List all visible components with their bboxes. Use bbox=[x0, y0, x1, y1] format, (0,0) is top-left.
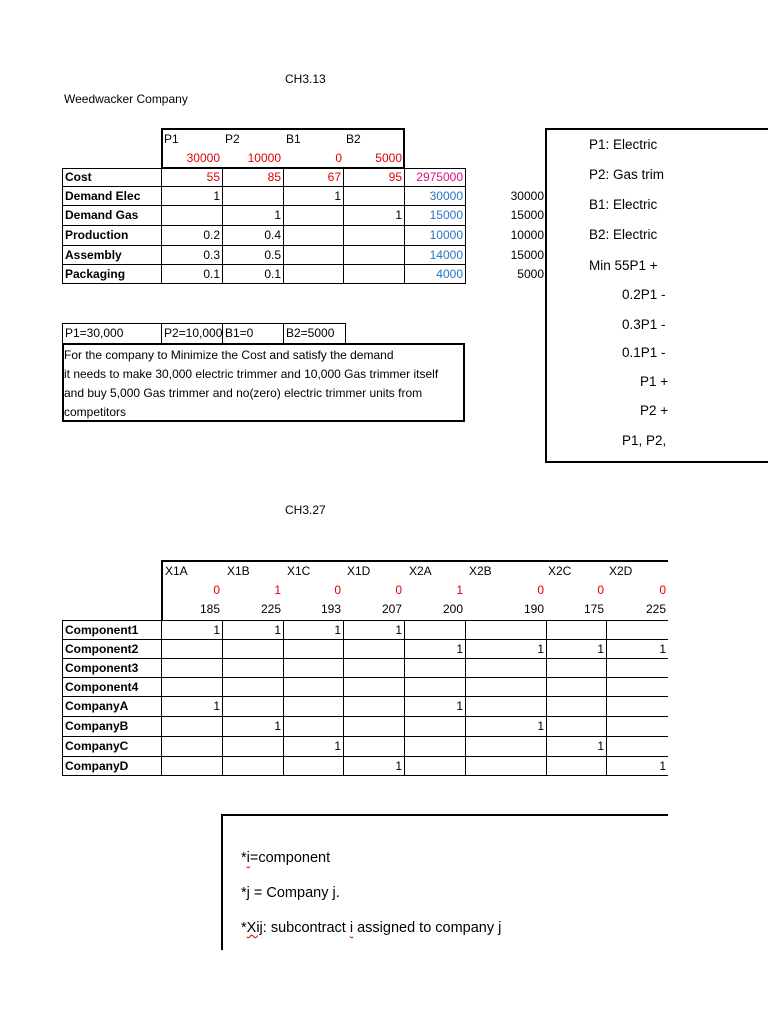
explanation-line: For the company to Minimize the Cost and satisfy the demand bbox=[64, 348, 394, 362]
cost-value: 175 bbox=[583, 602, 604, 616]
coef-cell bbox=[466, 620, 546, 640]
constraint-line: 0.3P1 - bbox=[622, 317, 666, 332]
solution-value: 0 bbox=[597, 583, 604, 597]
cost-value: 225 bbox=[260, 602, 281, 616]
ch327-heading: CH3.27 bbox=[285, 503, 326, 517]
lhs-value: 14000 bbox=[429, 248, 463, 262]
coef-cell bbox=[344, 225, 404, 245]
coef-cell: 1 bbox=[395, 623, 402, 637]
total-cost: 2975000 bbox=[416, 170, 463, 184]
var-header: X2C bbox=[548, 564, 572, 578]
coef-cell: 1 bbox=[213, 189, 220, 203]
coef-cell bbox=[223, 639, 283, 659]
lhs-value: 4000 bbox=[436, 267, 463, 281]
lhs-value: 15000 bbox=[429, 208, 463, 222]
var-header: X2A bbox=[409, 564, 432, 578]
cost-coef: 67 bbox=[327, 170, 341, 184]
lhs-value: 30000 bbox=[429, 189, 463, 203]
constraint-line: 0.1P1 - bbox=[622, 345, 666, 360]
coef-cell: 1 bbox=[659, 642, 666, 656]
constraint-line: 0.2P1 - bbox=[622, 287, 666, 302]
var-header: X1D bbox=[347, 564, 371, 578]
coef-cell: 1 bbox=[456, 699, 463, 713]
cost-value: 185 bbox=[199, 602, 220, 616]
solution-value: 0 bbox=[659, 583, 666, 597]
solution-value: 0 bbox=[334, 583, 341, 597]
coef-cell: 1 bbox=[334, 189, 341, 203]
solution-value: 0 bbox=[537, 583, 544, 597]
coef-cell bbox=[344, 186, 404, 206]
coef-cell: 1 bbox=[274, 719, 281, 733]
rhs-value: 10000 bbox=[510, 228, 544, 242]
rhs-value: 15000 bbox=[510, 248, 544, 262]
row-label: Packaging bbox=[65, 267, 126, 281]
coef-cell bbox=[223, 186, 283, 206]
coef-cell: 1 bbox=[213, 623, 220, 637]
ch313-heading: CH3.13 bbox=[285, 72, 326, 86]
note-xij: *Xij: subcontract i assigned to company j bbox=[241, 920, 502, 936]
answer-p1: P1=30,000 bbox=[65, 326, 124, 340]
coef-cell: 1 bbox=[395, 759, 402, 773]
solution-value: 1 bbox=[274, 583, 281, 597]
row-label: Component2 bbox=[65, 642, 139, 656]
constraint-line: P1 + bbox=[640, 374, 668, 389]
coef-cell: 1 bbox=[395, 208, 402, 222]
coef-cell bbox=[284, 205, 343, 225]
objective-line: Min 55P1 + bbox=[589, 258, 658, 273]
constraint-line: P2 + bbox=[640, 403, 668, 418]
explanation-line: it needs to make 30,000 electric trimmer and 10,000 Gas trimmer itself bbox=[64, 367, 439, 381]
row-label: CompanyB bbox=[65, 719, 129, 733]
solution-value: 0 bbox=[213, 583, 220, 597]
coef-cell: 1 bbox=[213, 699, 220, 713]
coef-cell bbox=[405, 620, 465, 640]
coef-cell: 1 bbox=[334, 623, 341, 637]
answer-b2: B2=5000 bbox=[286, 326, 335, 340]
var-header: B1 bbox=[286, 132, 301, 146]
solution-value: 0 bbox=[335, 151, 342, 165]
cost-value: 193 bbox=[320, 602, 341, 616]
coef-cell: 1 bbox=[334, 739, 341, 753]
var-header: B2 bbox=[346, 132, 361, 146]
solution-value: 5000 bbox=[375, 151, 402, 165]
solution-value: 1 bbox=[456, 583, 463, 597]
rhs-value: 5000 bbox=[517, 267, 544, 281]
coef-cell bbox=[284, 264, 343, 284]
coef-cell: 1 bbox=[537, 642, 544, 656]
coef-cell: 0.4 bbox=[264, 228, 281, 242]
row-label: CompanyC bbox=[65, 739, 129, 753]
formulation-line: P2: Gas trim bbox=[589, 167, 665, 182]
coef-cell: 0.3 bbox=[203, 248, 220, 262]
coef-cell: 0.1 bbox=[264, 267, 281, 281]
note-j: *j = Company j. bbox=[241, 885, 340, 901]
formulation-line: B1: Electric bbox=[589, 197, 658, 212]
var-header: X1B bbox=[227, 564, 250, 578]
coef-cell: 0.2 bbox=[203, 228, 220, 242]
coef-cell bbox=[344, 264, 404, 284]
coef-cell bbox=[162, 205, 222, 225]
cost-value: 225 bbox=[645, 602, 666, 616]
coef-cell: 1 bbox=[456, 642, 463, 656]
solution-value: 10000 bbox=[247, 151, 281, 165]
cost-value: 207 bbox=[381, 602, 402, 616]
row-label: Component3 bbox=[65, 661, 139, 675]
row-label: Demand Elec bbox=[65, 189, 141, 203]
coef-cell bbox=[607, 620, 668, 640]
var-header: P2 bbox=[225, 132, 240, 146]
var-header: X2B bbox=[469, 564, 492, 578]
formulation-line: P1: Electric bbox=[589, 137, 658, 152]
row-label: Demand Gas bbox=[65, 208, 139, 222]
var-header: P1 bbox=[164, 132, 179, 146]
coef-cell bbox=[284, 225, 343, 245]
lhs-value: 10000 bbox=[429, 228, 463, 242]
var-header: X1C bbox=[287, 564, 311, 578]
formulation-panel bbox=[547, 130, 668, 461]
coef-cell bbox=[284, 639, 343, 659]
coef-cell: 0.1 bbox=[203, 267, 220, 281]
row-label: CompanyA bbox=[65, 699, 129, 713]
coef-cell bbox=[344, 639, 404, 659]
row-label: CompanyD bbox=[65, 759, 129, 773]
nonnegativity-line: P1, P2, bbox=[622, 433, 667, 448]
answer-p2: P2=10,000 bbox=[164, 326, 223, 340]
coef-cell bbox=[162, 639, 222, 659]
explanation-line: competitors bbox=[64, 405, 127, 419]
cost-coef: 55 bbox=[206, 170, 220, 184]
row-label: Cost bbox=[65, 170, 92, 184]
coef-cell bbox=[344, 245, 404, 265]
formulation-line: B2: Electric bbox=[589, 227, 658, 242]
cost-value: 200 bbox=[442, 602, 463, 616]
coef-cell: 1 bbox=[274, 208, 281, 222]
coef-cell bbox=[547, 620, 606, 640]
coef-cell: 1 bbox=[597, 739, 604, 753]
row-label: Production bbox=[65, 228, 129, 242]
rhs-value: 15000 bbox=[510, 208, 544, 222]
var-header: X1A bbox=[165, 564, 188, 578]
row-label: Component1 bbox=[65, 623, 139, 637]
coef-cell: 1 bbox=[274, 623, 281, 637]
rhs-value: 30000 bbox=[510, 189, 544, 203]
row-label: Component4 bbox=[65, 680, 139, 694]
note-i: *i=component bbox=[241, 850, 331, 866]
explanation-line: and buy 5,000 Gas trimmer and no(zero) electric trimmer units from bbox=[64, 386, 423, 400]
cost-coef: 95 bbox=[388, 170, 402, 184]
company-title: Weedwacker Company bbox=[64, 92, 188, 106]
coef-cell bbox=[284, 245, 343, 265]
solution-value: 30000 bbox=[186, 151, 220, 165]
answer-b1: B1=0 bbox=[225, 326, 254, 340]
cost-coef: 85 bbox=[267, 170, 281, 184]
coef-cell: 0.5 bbox=[264, 248, 281, 262]
row-label: Assembly bbox=[65, 248, 122, 262]
var-header: X2D bbox=[609, 564, 633, 578]
coef-cell: 1 bbox=[537, 719, 544, 733]
solution-value: 0 bbox=[395, 583, 402, 597]
coef-cell: 1 bbox=[659, 759, 666, 773]
coef-cell: 1 bbox=[597, 642, 604, 656]
cost-value: 190 bbox=[523, 602, 544, 616]
